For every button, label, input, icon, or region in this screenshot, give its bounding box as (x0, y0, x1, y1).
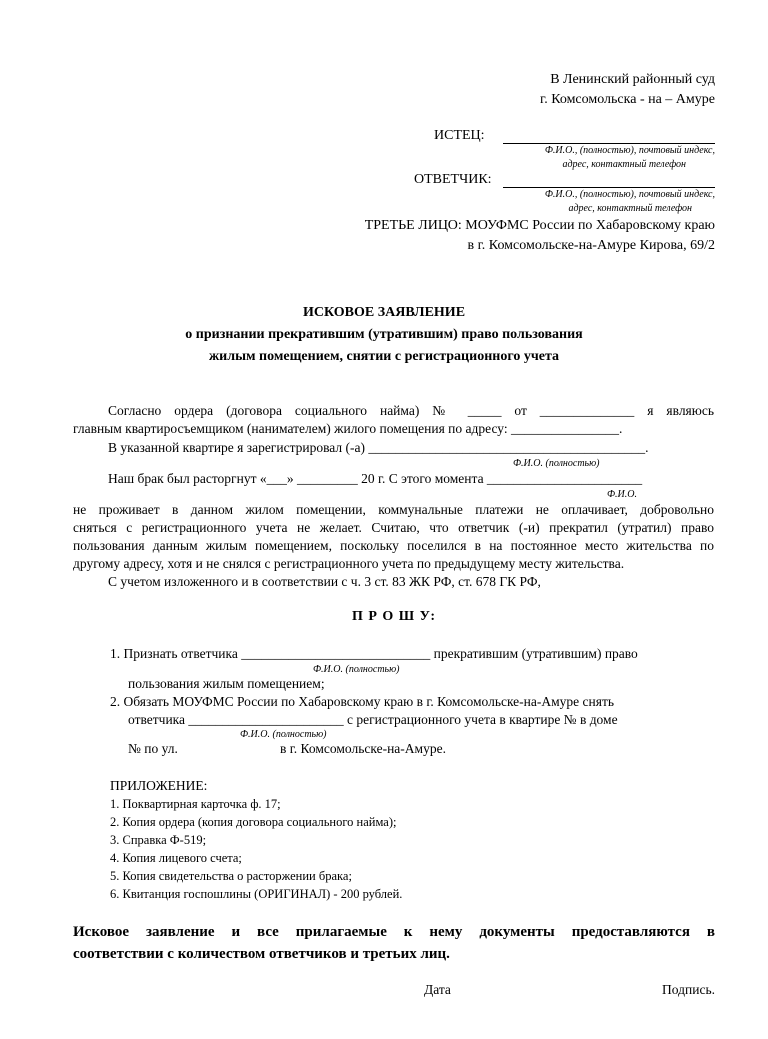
body-paragraph4-line2: сняться с регистрационного учета не желает. Считаю, что ответчик (-и) прекратил (утратил) право (73, 520, 714, 535)
defendant-hint-line1: Ф.И.О., (полностью), почтовый индекс, (544, 189, 715, 200)
body-paragraph2-hint: Ф.И.О. (полностью) (513, 458, 600, 469)
document-subtitle-line2: жилым помещением, снятии с регистрационного учета (209, 349, 559, 364)
body-paragraph3-hint: Ф.И.О. (607, 489, 637, 500)
document-subtitle-line1: о признании прекратившим (утратившим) право пользования (185, 327, 583, 342)
body-paragraph1-line2: главным квартиросъемщиком (нанимателем) жилого помещения по адресу: ________________. (73, 421, 623, 436)
footer-note-line2: соответствии с количеством ответчиков и третьих лиц. (73, 946, 450, 962)
date-label: Дата (424, 982, 451, 997)
request-item2-line1: 2. Обязать МОУФМС России по Хабаровскому краю в г. Комсомольске-на-Амуре снять (110, 694, 615, 709)
request-item2-line3-city: в г. Комсомольске-на-Амуре. (280, 741, 446, 756)
plaintiff-hint-line1: Ф.И.О., (полностью), почтовый индекс, (544, 145, 715, 156)
attachment-item: 5. Копия свидетельства о расторжении брака; (110, 869, 352, 883)
body-paragraph3: Наш брак был расторгнут «___» _________ 20 г. С этого момента _______________________ (108, 471, 643, 486)
third-party-line1: ТРЕТЬЕ ЛИЦО: МОУФМС России по Хабаровскому краю (364, 218, 715, 233)
request-item1-line2: пользования жилым помещением; (128, 676, 325, 691)
body-paragraph5: С учетом изложенного и в соответствии с ч. 3 ст. 83 ЖК РФ, ст. 678 ГК РФ, (108, 574, 541, 589)
attachment-item: 4. Копия лицевого счета; (110, 851, 242, 865)
defendant-hint-line2: адрес, контактный телефон (568, 203, 692, 214)
document-title: ИСКОВОЕ ЗАЯВЛЕНИЕ (302, 305, 466, 320)
signature-label: Подпись. (662, 982, 715, 997)
attachment-item: 2. Копия ордера (копия договора социального найма); (110, 815, 397, 829)
attachment-item: 3. Справка Ф-519; (110, 833, 207, 847)
attachment-item: 1. Поквартирная карточка ф. 17; (110, 797, 281, 811)
request-heading: П Р О Ш У: (351, 609, 437, 624)
body-paragraph2: В указанной квартире я зарегистрировал (-а) _________________________________________. (108, 440, 649, 455)
plaintiff-label: ИСТЕЦ: (434, 128, 485, 143)
body-paragraph1-line1: Согласно ордера (договора социального найма) № _____ от ______________ я являюсь (108, 403, 714, 418)
attachments-heading: ПРИЛОЖЕНИЕ: (110, 778, 208, 793)
request-item1-hint: Ф.И.О. (полностью) (313, 664, 400, 675)
request-item1-line1: 1. Признать ответчика ____________________________ прекратившим (утратившим) право (110, 646, 638, 661)
defendant-label: ОТВЕТЧИК: (414, 172, 492, 187)
court-name-line2: г. Комсомольска - на – Амуре (540, 92, 715, 107)
third-party-line2: в г. Комсомольске-на-Амуре Кирова, 69/2 (467, 238, 715, 253)
footer-note-line1: Исковое заявление и все прилагаемые к нему документы предоставляются в (73, 924, 715, 940)
body-paragraph4-line1: не проживает в данном жилом помещении, коммунальные платежи не оплачивает, добровольно (73, 502, 714, 517)
court-name-line1: В Ленинский районный суд (550, 72, 715, 87)
request-item2-hint: Ф.И.О. (полностью) (240, 729, 327, 740)
request-item2-line2: ответчика _______________________ с регистрационного учета в квартире № в доме (128, 712, 618, 727)
body-paragraph4-line3: пользования данным жилым помещением, поскольку поселился в на постоянное место жительства по (73, 538, 714, 553)
attachment-item: 6. Квитанция госпошлины (ОРИГИНАЛ) - 200 рублей. (110, 887, 403, 901)
plaintiff-hint-line2: адрес, контактный телефон (562, 159, 686, 170)
defendant-field[interactable] (503, 187, 715, 188)
request-item2-line3-number: № по ул. (128, 741, 178, 756)
body-paragraph4-line4: другому адресу, хотя и не снялся с регистрационного учета по предыдущему месту жительства. (73, 556, 625, 571)
plaintiff-field[interactable] (503, 143, 715, 144)
